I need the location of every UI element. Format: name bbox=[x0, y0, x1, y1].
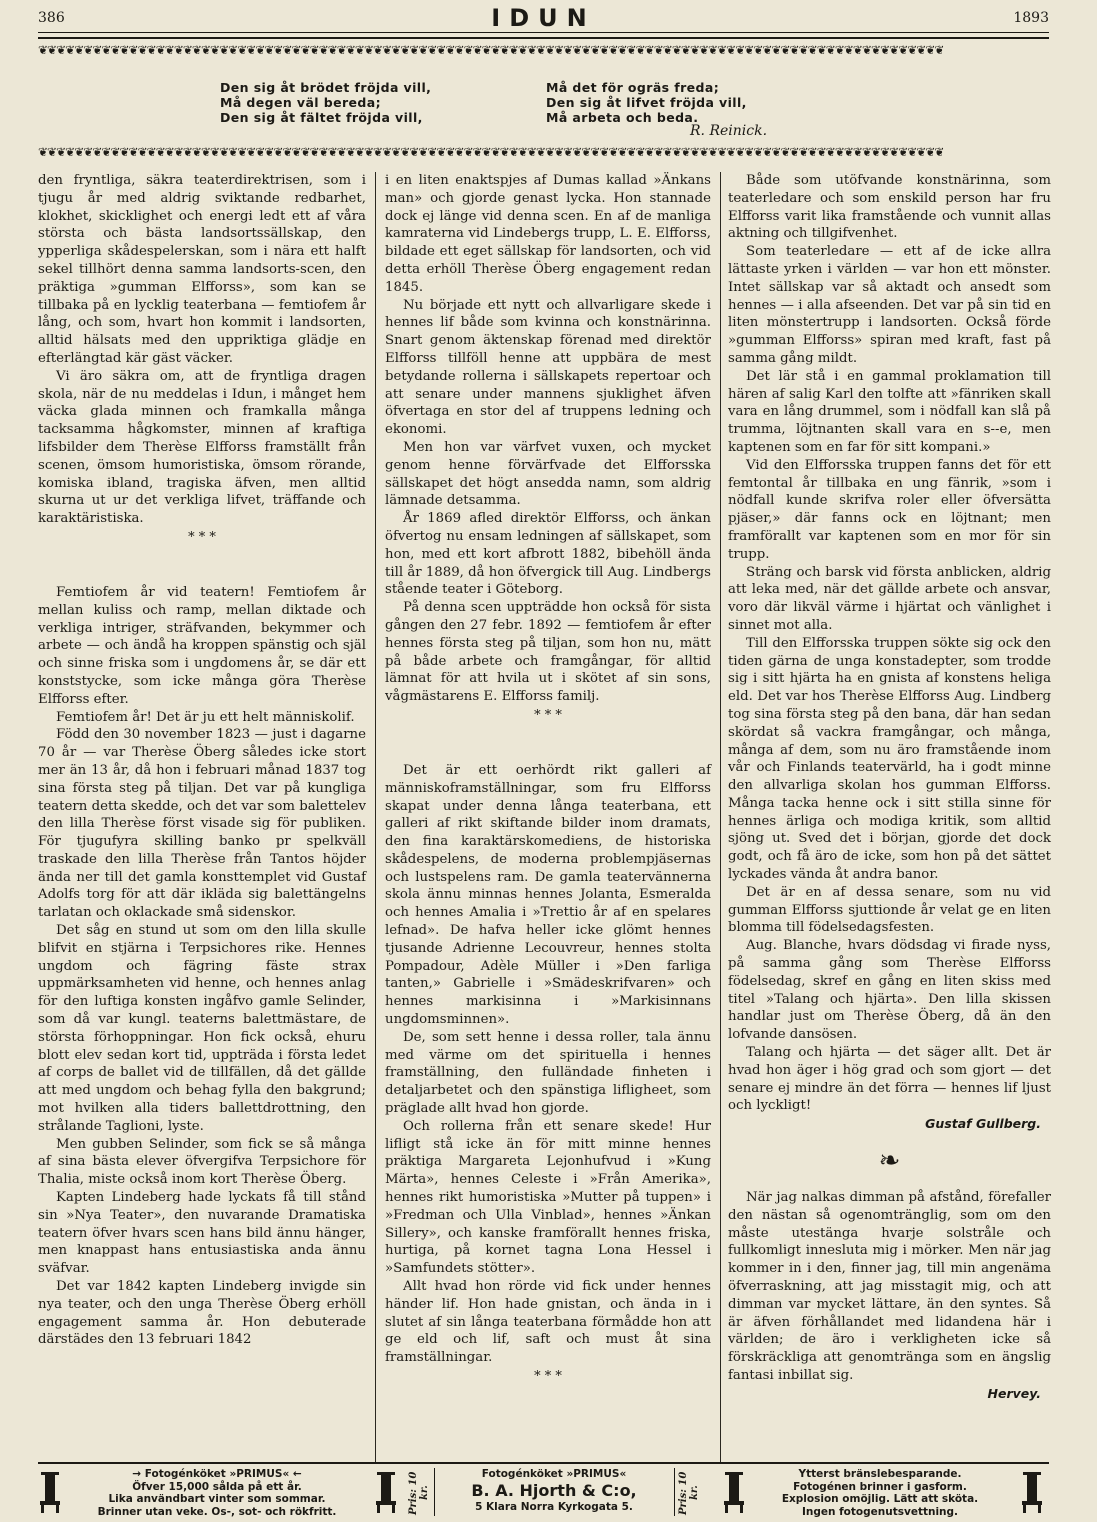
ad-primus-3 bbox=[754, 1468, 1006, 1518]
fleuron-icon: ❧ bbox=[878, 1146, 901, 1177]
ad-divider bbox=[434, 1468, 435, 1516]
poem-author: R. Reinick. bbox=[690, 123, 768, 139]
paragraph: Men hon var värfvet vuxen, och mycket genom henne förvärfvade det Elfforsska sällskapet det högt ansedda namn, som aldrig lämnade detsamma. bbox=[385, 439, 711, 509]
paragraph: År 1869 afled direktör Elfforss, och änkan öfvertog nu ensam ledningen af sällskapet, som hon, med ett kort afbrott 1882, bibehöll ända till år 1889, då hon öfvergick till Aug. Lindbergs stående teater i Göteborg. bbox=[385, 511, 712, 598]
ad-line: Öfver 15,000 sålda på ett år. bbox=[132, 1480, 302, 1493]
paragraph: Det lär stå i en gammal proklamation till hären af salig Karl den tolfte att »fänriken skall vara en lång drummel, som i nödfall kan slå på trumma, löjtnanten skall vara en s--e, men kaptenen som en far för sitt kompani.» bbox=[728, 368, 1051, 455]
ad-line: Ingen fotogenutsvettning. bbox=[801, 1505, 959, 1518]
paragraph: Till den Elfforsska truppen sökte sig ock den tiden gärna de unga konstadepter, som trodde sig i sitt hjärta ha en gnista af konstens heliga eld. Det var hos Therèse Elfforss Aug. Lindberg tog sina första steg på den bana, där han sedan skördat så vackra framgångar, och många, många af dem, som nu äro framstående inom vår och Finlands teatervärld, ha i godt minne den allvarliga skolan hos gumman Elfforss. Många tacka henne ock i sitt stilla sinne för hennes ärliga och modiga kritik, som alltid sjöng ut. Sved det i början, gjorde det dock godt, och få äro de icke, som hon på det sättet lyckades vända åt andra banor. bbox=[728, 635, 1051, 883]
paragraph: Aug. Blanche, hvars dödsdag vi firade nyss, på samma gång som Therèse Elfforss födelsedag, skref en gång en liten skiss med titel »Talang och hjärta». Den lilla skissen handlar just om Therèse Öberg, då än den lofvande dansösen. bbox=[728, 938, 1051, 1043]
section-break: * * * bbox=[534, 1369, 562, 1384]
ad-divider bbox=[674, 1468, 675, 1516]
ornament-border-top: ❦❦❦❦❦❦❦❦❦❦❦❦❦❦❦❦❦❦❦❦❦❦❦❦❦❦❦❦❦❦❦❦❦❦❦❦❦❦❦❦❦❦❦❦❦❦❦❦❦❦❦❦❦❦❦❦❦❦❦❦❦❦❦❦❦❦❦❦❦❦❦❦❦❦❦❦❦❦❦❦❦❦❦❦❦❦❦❦❦❦❦❦❦❦❦❦❦❦❦❦ bbox=[38, 44, 944, 56]
ad-primus-1 bbox=[72, 1468, 362, 1518]
ad-company: B. A. Hjorth & C:o, bbox=[471, 1480, 637, 1500]
ad-line: Fotogénköket »PRIMUS« bbox=[481, 1468, 627, 1480]
paragraph: i en liten enaktspjes af Dumas kallad »Änkans man» och gjorde genast lycka. Hon stannade dock ej länge vid denna scen. En af de manliga kamraterna vid Lindebergs trupp, L. E. Elfforss, bildade ett eget sällskap för landsorten, och vid detta erhöll Therèse Öberg engagement redan 1845. bbox=[385, 173, 711, 295]
paragraph: Allt hvad hon rörde vid fick under hennes händer lif. Hon hade gnistan, och ända in i slutet af sin långa teaterbana förmådde hon att ge eld och lif, saft och must åt sina framställningar. bbox=[385, 1279, 711, 1366]
price-text: Pris: bbox=[408, 1488, 419, 1515]
paragraph: Femtiofem år vid teatern! Femtiofem år mellan kuliss och ramp, mellan diktade och verkliga intriger, sträfvanden, bekymmer och arbete — och ändå ha kroppen spänstig och själ och sinne friska som i ungdomens år, se där ett konststycke, som icke många göra Therèse Elfforss efter. bbox=[38, 584, 366, 707]
advertisement-footer bbox=[38, 1462, 1049, 1520]
paragraph: Femtiofem år! Det är ju ett helt människolif. bbox=[56, 709, 355, 725]
price-text: Pris: bbox=[678, 1488, 689, 1515]
ad-line: Explosion omöjlig. Lätt att sköta. bbox=[781, 1493, 979, 1505]
poem-line: Må arbeta och beda. bbox=[546, 110, 699, 125]
paragraph: Det är en af dessa senare, som nu vid gumman Elfforss sjuttionde år velat ge en liten blomma till födelsedagsfesten. bbox=[728, 884, 1051, 936]
paragraph: Det var 1842 kapten Lindeberg invigde sin nya teater, och den unga Therèse Öberg erhöll engagement samma år. Hon debuterade därstädes den 13 februari 1842 bbox=[38, 1279, 366, 1348]
section-break: * * * bbox=[534, 707, 562, 723]
poem-line: Den sig åt brödet fröjda vill, bbox=[220, 80, 432, 95]
ad-line: → Fotogénköket »PRIMUS« ← bbox=[132, 1468, 302, 1480]
paragraph: Det såg en stund ut som om den lilla skulle blifvit en stjärna i Terpsichores rike. Hennes ungdom och fägring fäste strax uppmärksamheten vid henne, och hennes anlag för den luftiga konsten ingåfvo gamle Selinder, som då var kungl. teaterns balettmästare, de största förhoppningar. Hon fick också, ehuru blott elev sedan kort tid, uppträda i första ledet af corps de ballet vid de tillfällen, då det gällde att med ungdom och behag fylla den bakgrund; mot hvilken alla tiders ballettdrottning, den strålande Taglioni, lyste. bbox=[38, 923, 366, 1134]
stove-icon bbox=[38, 1470, 62, 1514]
column-3 bbox=[728, 172, 1051, 1403]
author-signature: Gustaf Gullberg. bbox=[925, 1116, 1041, 1132]
paragraph: De, som sett henne i dessa roller, tala ännu med värme om det spirituella i hennes framställning, den fulländade finheten i detaljarbetet och den spänstiga lifligheet, som präglade allt hvad hon gjorde. bbox=[385, 1029, 711, 1117]
column-1 bbox=[38, 172, 366, 1349]
ad-line: Lika användbart vinter som sommar. bbox=[108, 1493, 326, 1505]
poem-left-stanza bbox=[220, 80, 431, 125]
magazine-title: IDUN bbox=[491, 4, 596, 32]
price-text: 10 kr. bbox=[678, 1471, 700, 1501]
paragraph: Och rollerna från ett senare skede! Hur lifligt stå icke än för mitt minne hennes präktiga Margareta Lejonhufvud i »Kung Märta», hennes Celeste i »Från Amerika», hennes rikt humoristiska »Mutter på tuppen» i »Fredman och Ulla Vinblad», hennes »Änkan Sillery», och kanske framförallt hennes friska, hurtiga, på kornet tagna Lona Hessel i »Samfundets stötter». bbox=[385, 1118, 711, 1277]
paragraph: När jag nalkas dimman på afstånd, förefaller den nästan så ogenomtränglig, som om den måste utestänga hvarje solstråle och fullkomligt innesluta mig i mörker. Men när jag kommer in i den, finner jag, till min angenäma öfverraskning, att jag misstagit mig, och att dimman var mycket lättare, än den syntes. Så är äfven förhållandet med lidandena här i världen; de äro i verkligheten icke så förskräckliga att genomtränga som en ängslig fantasi inbillat sig. bbox=[728, 1190, 1051, 1383]
poem-line: Den sig åt lifvet fröjda vill, bbox=[546, 95, 747, 110]
ad-address: 5 Klara Norra Kyrkogata 5. bbox=[475, 1500, 633, 1513]
paragraph: Vid den Elfforsska truppen fanns det för ett femtontal år tillbaka en ung fänrik, »som i nödfall kunde skrifva roler eller öfversätta pjäser,» där fanns ock en löjtnant; men framförallt var kaptenen som en mor för sin trupp. bbox=[728, 457, 1051, 562]
paragraph: Född den 30 november 1823 — just i dagarne 70 år — var Therèse Öberg således icke stort mer än 13 år, då hon i februari månad 1837 tog sina första steg på tiljan. Det var på kungliga teatern detta skedde, och det var som balettelev den lilla Therèse först visade sig för publiken. För tjugufyra skilling banko pr spelkväll traskade den lilla Therèse från Tantos höjder ända ner till det gamla konsttemplet vid Gustaf Adolfs torg för att där ikläda sig balettängelns tarlatan och oklackade små sidenskor. bbox=[38, 727, 366, 921]
author-signature: Hervey. bbox=[987, 1385, 1041, 1401]
column-2 bbox=[385, 172, 711, 1423]
page-header bbox=[38, 4, 1049, 34]
stove-icon bbox=[1020, 1470, 1044, 1514]
price-label bbox=[678, 1470, 702, 1516]
poem-right-stanza bbox=[546, 80, 747, 125]
section-break: * * * bbox=[188, 529, 216, 545]
paragraph: Talang och hjärta — det säger allt. Det är hvad hon äger i hög grad och som gjort — det senare ej mindre än det förra — hennes lif ljust och lyckligt! bbox=[728, 1045, 1051, 1114]
ad-line: Brinner utan veke. Os-, sot- och rökfritt. bbox=[97, 1505, 337, 1518]
price-text: 10 kr. bbox=[408, 1471, 430, 1501]
year: 1893 bbox=[1013, 10, 1049, 26]
column-divider bbox=[375, 172, 376, 1462]
paragraph: Nu började ett nytt och allvarligare skede i hennes lif både som kvinna och konstnärinna. Snart genom äktenskap förenad med direktör Elfforss tillföll henne att uppbära de mest betydande rollerna i sällskapets repertoar och att senare under mannens sjuklighet äfven öfvertaga en stor del af truppens ledning och ekonomi. bbox=[385, 297, 711, 438]
page-number: 386 bbox=[38, 10, 65, 26]
header-rule bbox=[38, 32, 1049, 39]
paragraph: Sträng och barsk vid första anblicken, aldrig att leka med, när det gällde arbete och ansvar, voro där likväl värme i hjärtat och vänlighet i sinnet mot alla. bbox=[728, 564, 1051, 633]
ad-line: Fotogénen brinner i gasform. bbox=[793, 1480, 967, 1493]
paragraph: den fryntliga, säkra teaterdirektrisen, som i tjugu år med aldrig sviktande redbarhet, klokhet, skicklighet och energi ledt ett af våra största och bästa landsortssällskap, den ypperliga skådespelerskan, som i nära ett halft sekel tillhört denna samma landsorts-scen, den präktiga »gumman Elfforss», som kan se tillbaka på en lycklig teaterbana — femtiofem år lång, och som, hvart hon kommit i landsorten, alltid hälsats med den uppriktiga glädje en efterlängtad kär gäst väcker. bbox=[38, 173, 366, 366]
ad-primus-2 bbox=[438, 1468, 670, 1513]
poem-line: Må det för ogräs freda; bbox=[546, 80, 720, 95]
paragraph: Det är ett oerhördt rikt galleri af människoframställningar, som fru Elfforss skapat under denna långa teaterbana, ett galleri af rikt skiftande bilder inom dramats, den fina karaktärskomediens, de historiska skådespelens, de moderna problempjäsernas och lustspelens ram. De gamla teatervännerna skola ännu minnas hennes Jolanta, Esmeralda och hennes Amalia i »Trettio år af en spelares lefnad». De hafva heller icke glömt hennes tjusande Adrienne Lecouvreur, hennes stolta Pompadour, Adèle Müller i »Den farliga tanten,» Gabrielle i »Smädeskrifvaren» och hennes markisinna i »Markisinnans ungdomsminnen». bbox=[385, 762, 711, 1028]
paragraph: Både som utöfvande konstnärinna, som teaterledare och som enskild person har fru Elfforss varit lika framstående och vunnit allas aktning och tillgifvenhet. bbox=[728, 173, 1051, 242]
stove-icon bbox=[374, 1470, 398, 1514]
paragraph: Vi äro säkra om, att de fryntliga dragen skola, när de nu meddelas i Idun, i månget hem väcka glada minnen och framkalla många tacksamma hågkomster, minnen af kraftiga lifsbilder dem Therèse Elfforss framställt från scenen, ömsom humoristiska, ömsom rörande, komiska ibland, tragiska äfven, men alltid skurna ut ur det verkliga lifvet, träffande och karaktäristiska. bbox=[38, 368, 366, 527]
ornament-border-bottom: ❦❦❦❦❦❦❦❦❦❦❦❦❦❦❦❦❦❦❦❦❦❦❦❦❦❦❦❦❦❦❦❦❦❦❦❦❦❦❦❦❦❦❦❦❦❦❦❦❦❦❦❦❦❦❦❦❦❦❦❦❦❦❦❦❦❦❦❦❦❦❦❦❦❦❦❦❦❦❦❦❦❦❦❦❦❦❦❦❦❦❦❦❦❦❦❦❦❦❦❦ bbox=[38, 146, 944, 158]
ad-line: Ytterst bränslebesparande. bbox=[798, 1468, 962, 1480]
stove-icon bbox=[722, 1470, 746, 1514]
paragraph: Som teaterledare — ett af de icke allra lättaste yrken i världen — var hon ett mönster. Intet sällskap var så aktadt och ansedt som hennes — i alla afseenden. Det var på sin tid en liten mönstertrupp i landsorten. Också förde »gumman Elfforss» spiran med kraft, fast på samma gång mildt. bbox=[728, 244, 1051, 366]
paragraph: Men gubben Selinder, som fick se så många af sina bästa elever öfvergifva Terpsichore för Thalia, miste också inom kort Therèse Öberg. bbox=[38, 1136, 366, 1188]
poem-line: Må degen väl bereda; bbox=[220, 95, 381, 110]
paragraph: Kapten Lindeberg hade lyckats få till stånd sin »Nya Teater», den nuvarande Dramatiska teatern öfver hvars scen hans bild ännu hänger, men knappast hans entusiastiska anda ännu sväfvar. bbox=[38, 1190, 366, 1277]
paragraph: På denna scen uppträdde hon också för sista gången den 27 febr. 1892 — femtiofem år efter hennes första steg på tiljan, som hon nu, mätt på både arbete och framgångar, för alltid lämnat för att hvila ut i skötet af sin sons, vågmästarens E. Elfforss familj. bbox=[385, 600, 711, 705]
poem-line: Den sig åt fältet fröjda vill, bbox=[220, 110, 423, 125]
column-divider bbox=[720, 172, 721, 1462]
price-label bbox=[408, 1470, 432, 1516]
